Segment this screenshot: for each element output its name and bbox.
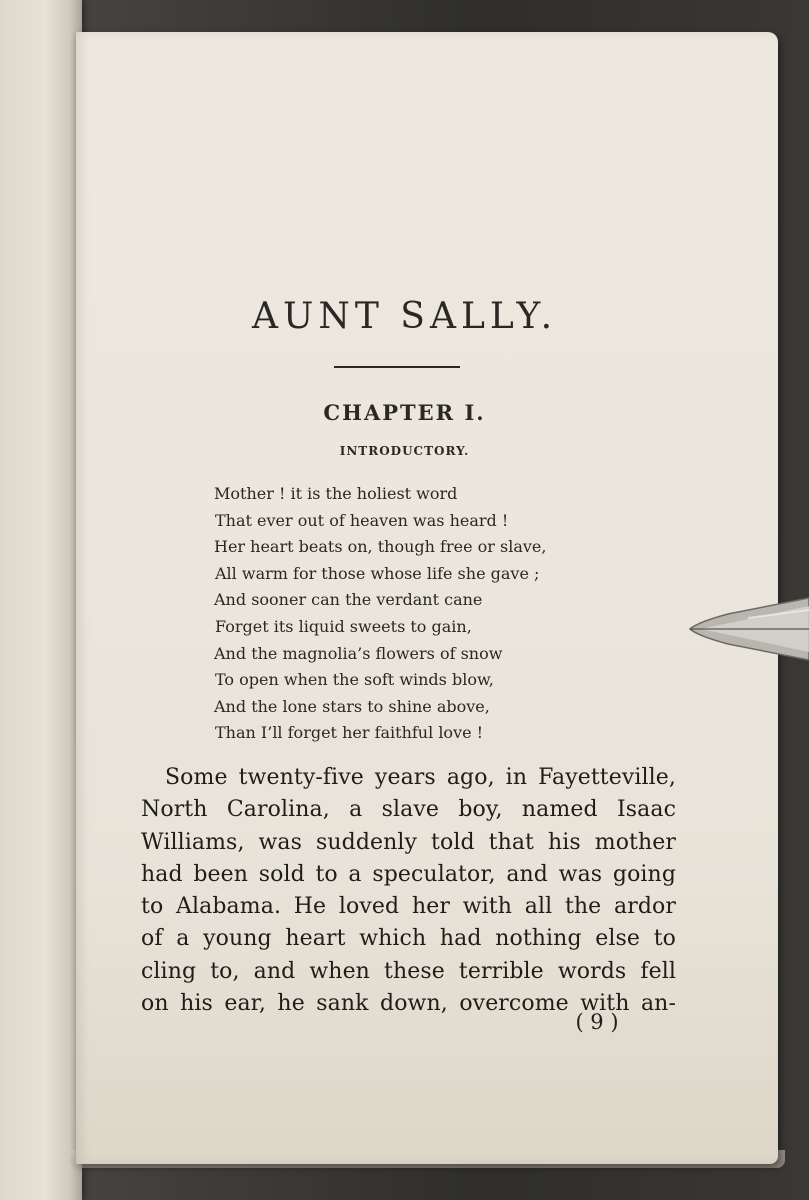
poem-line: Than I’ll forget her faithful love !: [215, 723, 484, 743]
prose-line: Williams, was suddenly told that his mother: [141, 829, 676, 855]
prose-line: to Alabama. He loved her with all the ardor: [141, 894, 676, 920]
prose-line: Some twenty-five years ago, in Fayetteville,: [165, 765, 676, 790]
chapter-heading: CHAPTER I.: [323, 400, 486, 425]
poem-line: Her heart beats on, though free or slave,: [214, 537, 547, 557]
body-paragraph: [141, 762, 676, 1020]
poem-line: Mother ! it is the holiest word: [214, 484, 458, 503]
prose-line: of a young heart which had nothing else to: [141, 926, 676, 952]
prose-line: on his ear, he sank down, overcome with an-: [141, 991, 676, 1017]
chapter-subtitle: INTRODUCTORY.: [339, 444, 470, 458]
left-page-edge: [0, 0, 82, 1200]
book-title: AUNT SALLY.: [251, 296, 558, 337]
prose-line: North Carolina, a slave boy, named Isaac: [141, 797, 676, 823]
poem-line: That ever out of heaven was heard !: [215, 510, 509, 530]
pen-tip: [688, 596, 809, 662]
poem-line: And the lone stars to shine above,: [214, 696, 490, 716]
title-divider: [334, 366, 460, 368]
poem-line: To open when the soft winds blow,: [215, 670, 494, 690]
poem-line: And the magnolia’s flowers of snow: [214, 643, 503, 663]
poem-line: And sooner can the verdant cane: [214, 590, 483, 610]
epigraph-poem: [214, 481, 634, 747]
poem-line: Forget its liquid sweets to gain,: [215, 616, 472, 636]
prose-line: cling to, and when these terrible words fell: [141, 958, 676, 984]
prose-line: had been sold to a speculator, and was going: [141, 861, 676, 887]
poem-line: All warm for those whose life she gave ;: [215, 563, 540, 583]
page-number: ( 9 ): [575, 1010, 619, 1034]
